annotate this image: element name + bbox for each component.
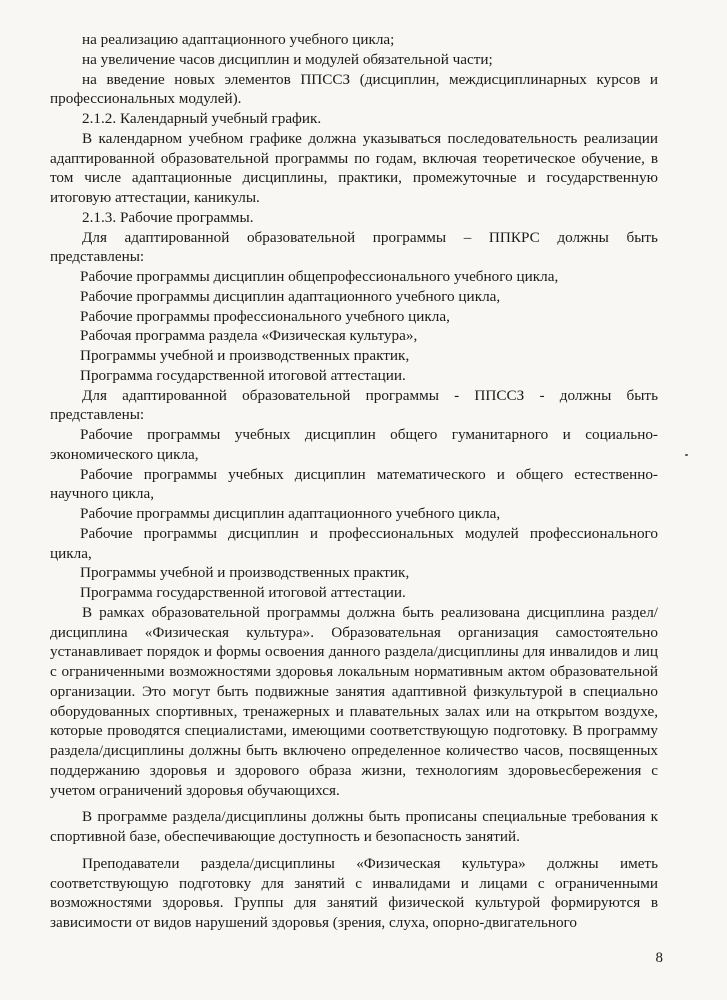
list-item: Рабочая программа раздела «Физическая культура», <box>80 327 418 345</box>
paragraph: Для адаптированной образовательной программы – ППКРС должны быть представлены: <box>50 228 658 266</box>
paragraph: В календарном учебном графике должна указываться последовательность реализации адаптированной образовательной программы по годам, включая теоретическое обучение, в том числе адаптационные дисциплины, практики, промежуточные и государственную итоговую аттестации, каникулы. <box>50 129 658 206</box>
document-body <box>50 30 658 933</box>
paragraph: Преподаватели раздела/дисциплины «Физическая культура» должны иметь соответствующую подготовку для занятий с инвалидами и лицами с ограниченными возможностями здоровья. Группы для занятий физической культурой формируются в зависимости от видов нарушений здоровья (зрения, слуха, опорно-двигательного <box>50 854 658 931</box>
list-item: Программа государственной итоговой аттестации. <box>80 584 406 601</box>
list-item: Рабочие программы учебных дисциплин математического и общего естественно-научного цикла, <box>50 465 658 503</box>
page-number: 8 <box>655 950 663 966</box>
list-item: Рабочие программы учебных дисциплин общего гуманитарного и социально-экономического цикла, <box>50 426 658 463</box>
section-heading: 2.1.3. Рабочие программы. <box>82 208 254 226</box>
paragraph: В программе раздела/дисциплины должны быть прописаны специальные требования к спортивной базе, обеспечивающие доступность и безопасность занятий. <box>50 808 658 845</box>
scan-speck <box>685 454 688 456</box>
list-item: Программы учебной и производственных практик, <box>80 564 410 582</box>
list-item: Программы учебной и производственных практик, <box>80 347 410 364</box>
list-item: Рабочие программы дисциплин адаптационного учебного цикла, <box>80 287 501 305</box>
list-item: Программа государственной итоговой аттестации. <box>80 366 406 384</box>
paragraph: В рамках образовательной программы должна быть реализована дисциплина раздел/дисциплина «Физическая культура». Образовательная организация самостоятельно устанавливает порядок и формы освоения данного раздела/дисциплины для инвалидов и лиц с ограниченными возможностями здоровья локальным нормативным актом образовательной организации. Это могут быть подвижные занятия адаптивной физкультурой в специально оборудованных спортивных, тренажерных и плавательных залах или на открытом воздухе, которые проводятся специалистами, имеющими соответствующую подготовку. В программу раздела/дисциплины должны быть включено определенное количество часов, посвященных поддержанию здоровья и здорового образа жизни, технологиям здоровьесбережения с учетом ограничений здоровья обучающихся. <box>50 603 658 799</box>
list-item: Рабочие программы дисциплин и профессиональных модулей профессионального цикла, <box>50 524 658 562</box>
list-item: Рабочие программы дисциплин адаптационного учебного цикла, <box>80 505 501 522</box>
list-item: Рабочие программы профессионального учебного цикла, <box>80 307 450 325</box>
section-heading: 2.1.2. Календарный учебный график. <box>82 110 322 127</box>
paragraph: на увеличение часов дисциплин и модулей обязательной части; <box>82 50 493 68</box>
paragraph: на введение новых элементов ППССЗ (дисциплин, междисциплинарных курсов и профессиональных модулей). <box>50 70 658 108</box>
paragraph: на реализацию адаптационного учебного цикла; <box>82 31 395 48</box>
list-item: Рабочие программы дисциплин общепрофессионального учебного цикла, <box>80 268 559 285</box>
paragraph: Для адаптированной образовательной программы - ППССЗ - должны быть представлены: <box>50 386 658 424</box>
